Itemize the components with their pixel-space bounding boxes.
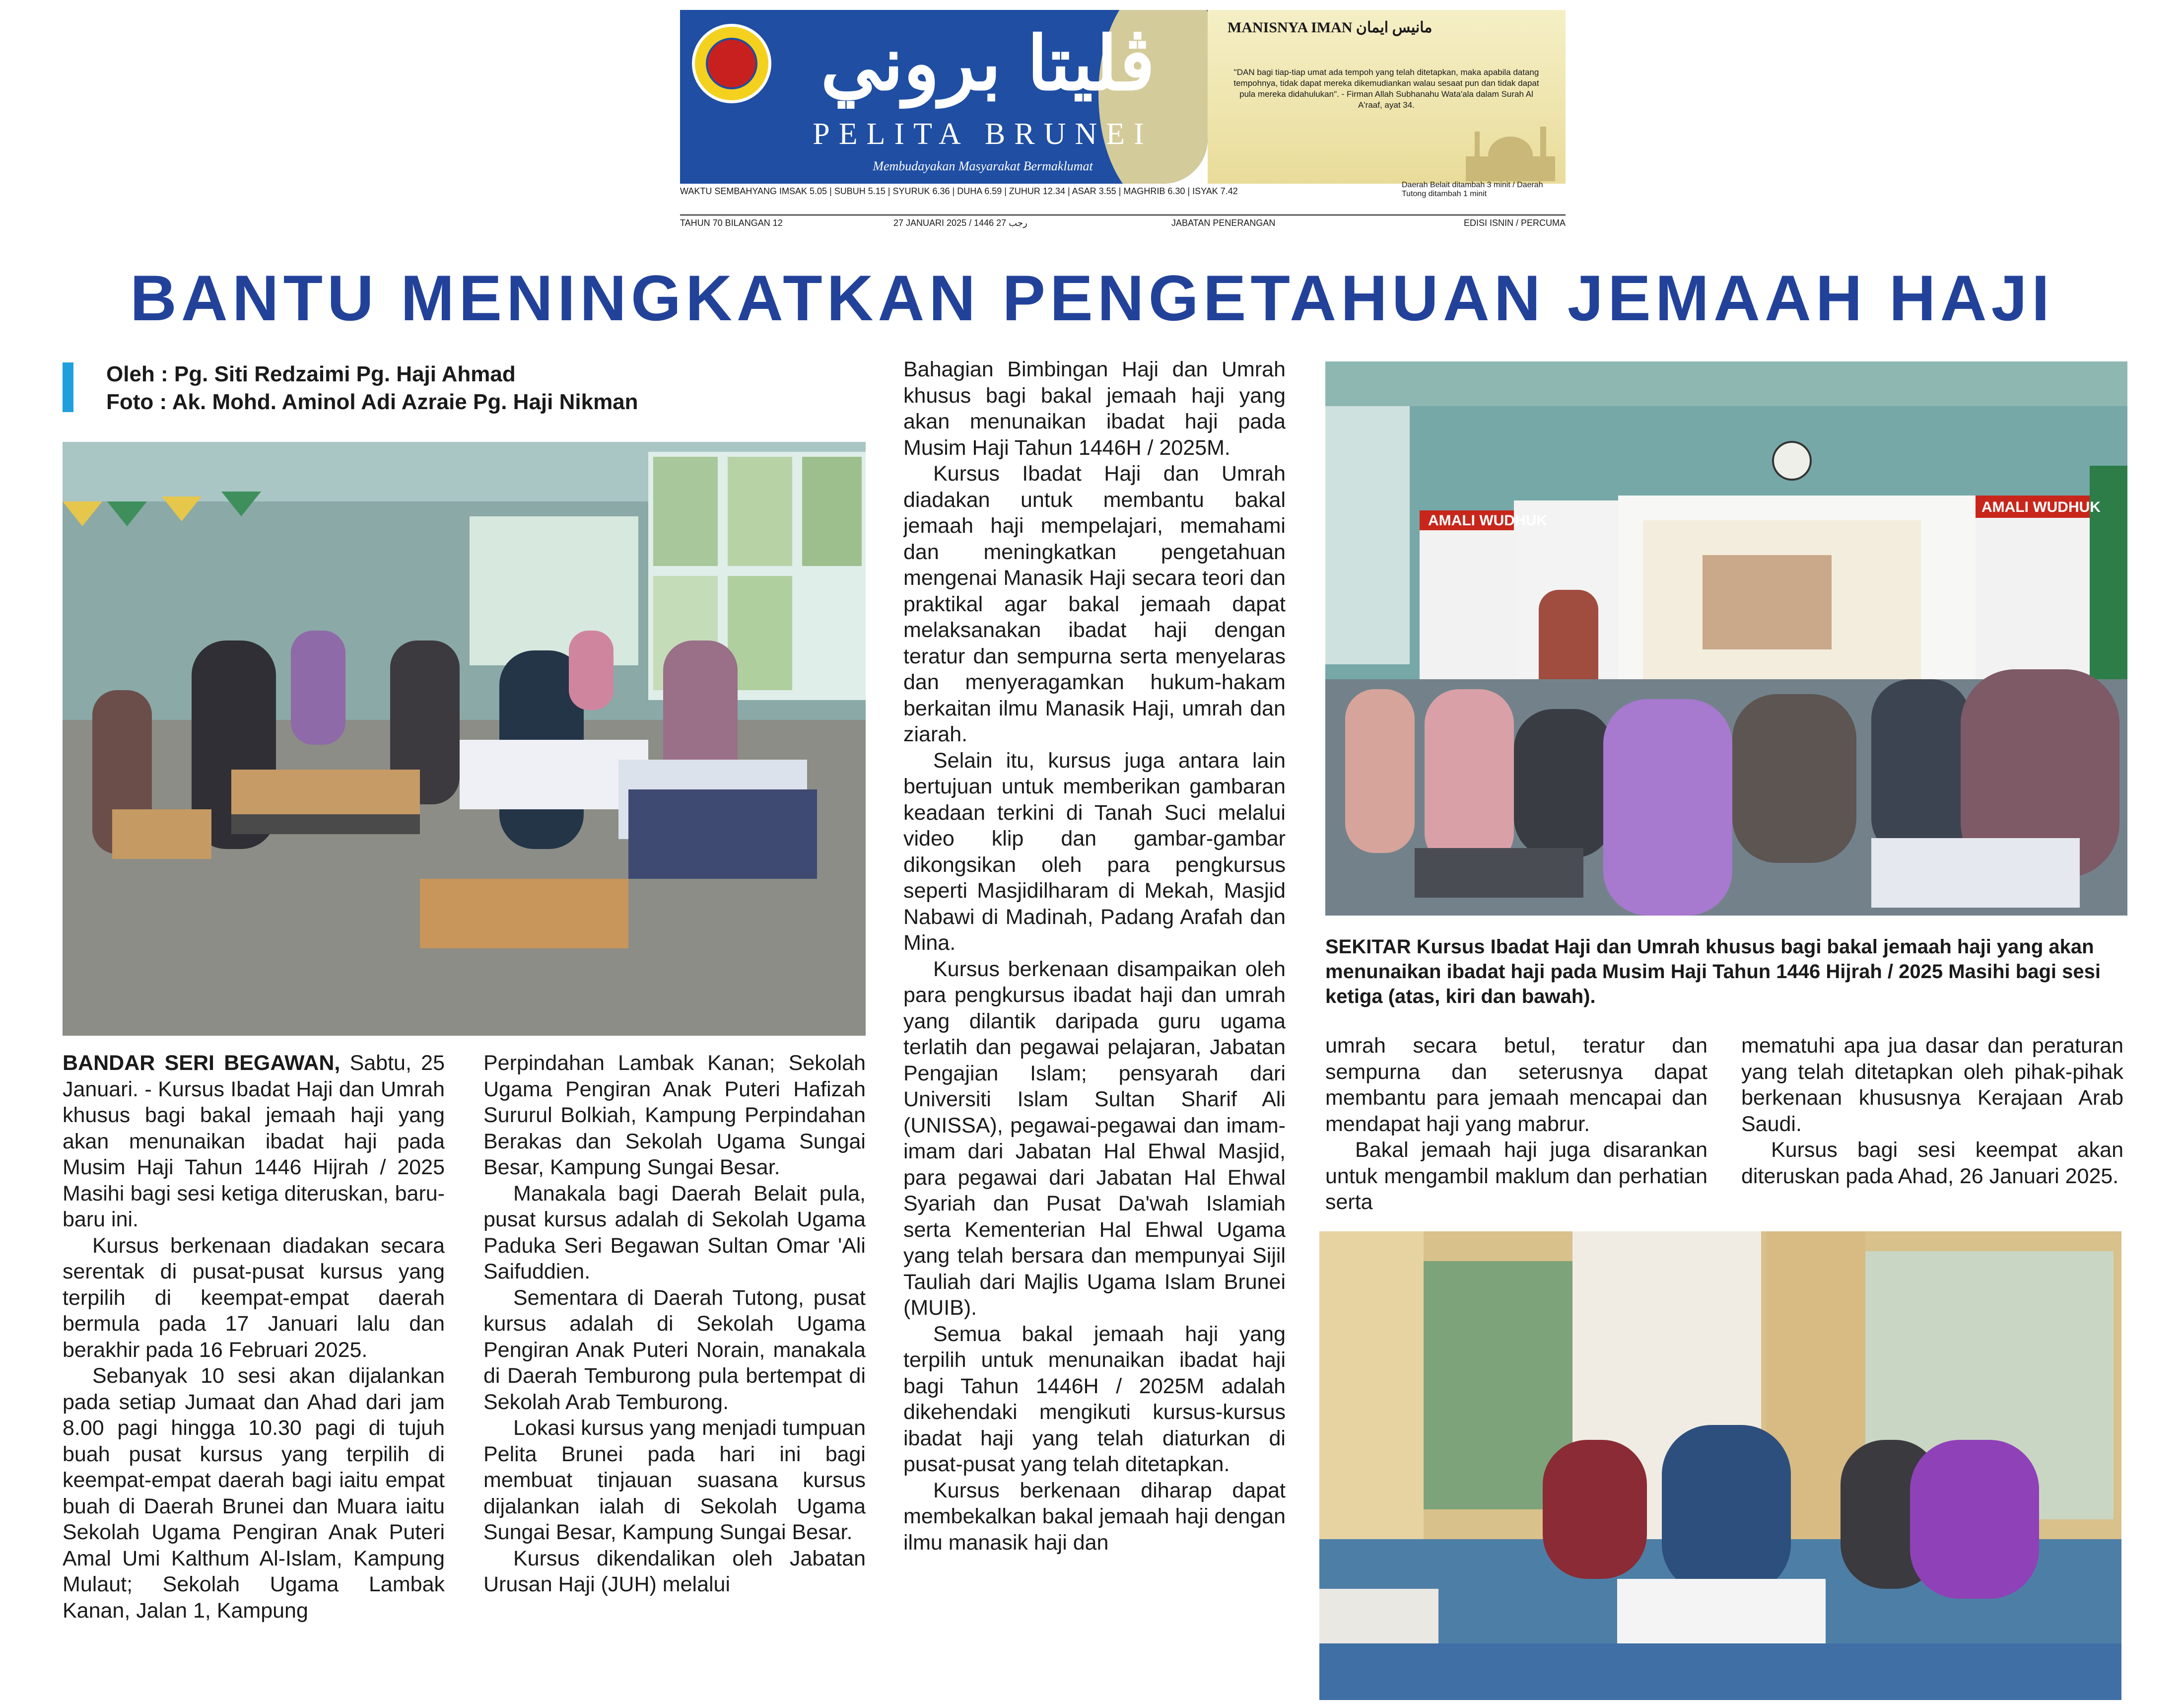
paragraph: Sabtu, 25 Januari. - Kursus Ibadat Haji dan Umrah khusus bagi bakal jemaah haji yang akan menunaikan ibadat haji pada Musim Haji Tahun 1446 Hijrah / 2025 Masihi bagi sesi ketiga diteruskan, baru-baru ini.: [63, 1051, 445, 1231]
poster-label-right: AMALI WUDHUK: [1981, 499, 2101, 515]
article-column-1: [63, 1050, 445, 1701]
issue-date: 27 JANUARI 2025 / 1446 رجب 27: [893, 218, 1027, 228]
credit-accent-bar: [63, 362, 73, 412]
paragraph: Manakala bagi Daerah Belait pula, pusat kursus adalah di Sekolah Ugama Paduka Seri Begawan Sultan Omar 'Ali Saifuddien.: [483, 1181, 866, 1283]
manisnya-iman-panel: [1208, 10, 1566, 184]
paragraph: umrah secara betul, teratur dan sempurna dan seterusnya dapat membantu para jemaah mencapai dan mendapat haji yang mabrur.: [1325, 1034, 1707, 1136]
issue-publisher: JABATAN PENERANGAN: [1171, 218, 1276, 228]
paragraph: Semua bakal jemaah haji yang terpilih untuk menunaikan ibadat haji bagi Tahun 1446H / 2025M adalah dikehendaki mengikuti kursus-kursus ibadat haji yang telah diaturkan di pusat-pusat yang telah ditetapkan.: [903, 1322, 1286, 1476]
paragraph: Kursus Ibadat Haji dan Umrah diadakan untuk membantu bakal jemaah haji mempelajari, memahami dan meningkatkan pengetahuan mengenai Manasik Haji secara teori dan praktikal agar bakal jemaah dapat melaksanakan ibadat haji dengan teratur dan sempurna serta menyelaras dan menyeragamkan hukum-hakam berkaitan ilmu Manasik Haji, umrah dan ziarah.: [903, 462, 1286, 746]
paragraph: Kursus berkenaan disampaikan oleh para pengkursus ibadat haji dan umrah yang dilantik daripada guru ugama terlatih dan pegawai pelajaran, Jabatan Pengajian Islam; pensyarah dari Universiti Islam Sultan Sharif Ali (UNISSA), pegawai-pegawai dan imam-imam dari Jabatan Hal Ehwal Masjid, para pegawai dari Jabatan Hal Ehwal Syariah dan Pusat Da'wah Islamiah serta Kementerian Hal Ehwal Ugama yang telah bersara dan mempunyai Sijil Tauliah dari Majlis Ugama Islam Brunei (MUIB).: [903, 957, 1286, 1320]
paragraph: mematuhi apa jua dasar dan peraturan yang telah ditetapkan oleh pihak-pihak berkenaan khususnya Kerajaan Arab Saudi.: [1741, 1034, 2123, 1136]
mosque-icon: [1466, 117, 1555, 181]
masthead-tagline: Membudayakan Masyarakat Bermaklumat: [873, 159, 1093, 173]
masthead-arabic-title: ڤليتا بروني: [820, 20, 1155, 107]
classroom-photo-presentation: [1325, 361, 2127, 916]
byline: Oleh : Pg. Siti Redzaimi Pg. Haji Ahmad: [106, 362, 516, 386]
article-column-3: [903, 356, 1286, 1702]
paragraph: Selain itu, kursus juga antara lain bertujuan untuk memberikan gambaran keadaan terkini di Tanah Suci melalui video klip dan gambar-gambar dikongsikan oleh para pengkursus seperti Masjidilharam di Mekah, Masjid Nabawi di Madinah, Padang Arafah dan Mina.: [903, 748, 1286, 955]
paragraph: Sebanyak 10 sesi akan dijalankan pada setiap Jumaat dan Ahad dari jam 8.00 pagi hingga 10.30 pagi di tujuh buah pusat kursus yang terpilih di keempat-empat daerah bagi iaitu empat buah di Daerah Brunei dan Muara iaitu Sekolah Ugama Pengiran Anak Puteri Amal Umi Kalthum Al-Islam, Kampung Mulaut; Sekolah Ugama Lambak Kanan, Jalan 1, Kampung: [63, 1364, 445, 1623]
masthead-logo-panel: [680, 10, 1208, 184]
issue-volume: TAHUN 70 BILANGAN 12: [680, 218, 783, 228]
paragraph: Bahagian Bimbingan Haji dan Umrah khusus bagi bakal jemaah haji yang akan menunaikan ibadat haji pada Musim Haji Tahun 1446H / 2025M.: [903, 357, 1286, 460]
photo-credit: Foto : Ak. Mohd. Aminol Adi Azraie Pg. Haji Nikman: [106, 390, 638, 414]
paragraph: Kursus bagi sesi keempat akan diteruskan pada Ahad, 26 Januari 2025.: [1741, 1138, 2123, 1188]
prayer-times: WAKTU SEMBAHYANG IMSAK 5.05 | SUBUH 5.15 | SYURUK 6.36 | DUHA 6.59 | ZUHUR 12.34 | ASAR 3.55 | MAGHRIB 6.30 | ISYAK 7.42: [680, 186, 1238, 196]
brunei-crest-icon: [692, 24, 771, 103]
paragraph: Kursus berkenaan diharap dapat membekalkan bakal jemaah haji dengan ilmu manasik haji dan: [903, 1478, 1286, 1555]
poster-label-left: AMALI WUDHUK: [1428, 512, 1547, 529]
paragraph: Perpindahan Lambak Kanan; Sekolah Ugama Pengiran Anak Puteri Hafizah Sururul Bolkiah, Kampung Perpindahan Berakas dan Sekolah Ugama Sungai Besar, Kampung Sungai Besar.: [483, 1051, 866, 1179]
issue-info-bar: [680, 214, 1566, 230]
photo-caption: SEKITAR Kursus Ibadat Haji dan Umrah khusus bagi bakal jemaah haji yang akan menunaikan ibadat haji pada Musim Haji Tahun 1446 Hijrah / 2025 Masihi bagi sesi ketiga (atas, kiri dan bawah).: [1325, 936, 2101, 1007]
article-headline: BANTU MENINGKATKAN PENGETAHUAN JEMAAH HAJI: [130, 262, 2054, 334]
article-credits: [106, 360, 638, 416]
issue-edition: EDISI ISNIN / PERCUMA: [1463, 218, 1566, 228]
article-column-2: [483, 1050, 866, 1701]
paragraph: Bakal jemaah haji juga disarankan untuk mengambil maklum dan perhatian serta: [1325, 1138, 1707, 1214]
masthead-title: PELITA BRUNEI: [813, 117, 1153, 151]
classroom-photo-men: [1319, 1231, 2121, 1700]
prayer-note: Daerah Belait ditambah 3 minit / Daerah Tutong ditambah 1 minit: [1402, 181, 1543, 198]
paragraph: Kursus berkenaan diadakan secara serentak di pusat-pusat kursus yang terpilih di keempat-empat daerah bermula pada 17 Januari lalu dan berakhir pada 16 Februari 2025.: [63, 1233, 445, 1362]
article-column-4: [1325, 1033, 1707, 1221]
prayer-times-bar: [680, 181, 1566, 198]
paragraph: Sementara di Daerah Tutong, pusat kursus adalah di Sekolah Ugama Pengiran Anak Puteri Norain, manakala di Daerah Temburong pula bertempat di Sekolah Arab Temburong.: [483, 1285, 866, 1414]
masthead: [680, 10, 1566, 198]
dateline: BANDAR SERI BEGAWAN,: [63, 1051, 341, 1075]
paragraph: Kursus dikendalikan oleh Jabatan Urusan Haji (JUH) melalui: [483, 1546, 866, 1596]
paragraph: Lokasi kursus yang menjadi tumpuan Pelita Brunei pada hari ini bagi membuat tinjauan suasana kursus dijalankan ialah di Sekolah Ugama Sungai Besar, Kampung Sungai Besar.: [483, 1416, 866, 1544]
quran-quote: "DAN bagi tiap-tiap umat ada tempoh yang telah ditetapkan, maka apabila datang tempohnya, tidak dapat mereka dikemudiankan walau sesaat pun dan tidak dapat pula mereka didahulukan". - Firman Allah Subhanahu Wata'ala dalam Surah Al A'raaf, ayat 34.: [1233, 68, 1539, 110]
article-column-5: [1741, 1033, 2123, 1221]
classroom-photo-left: [63, 442, 866, 1036]
manisnya-iman-title: MANISNYA IMAN مانيس ايمان: [1228, 19, 1433, 36]
